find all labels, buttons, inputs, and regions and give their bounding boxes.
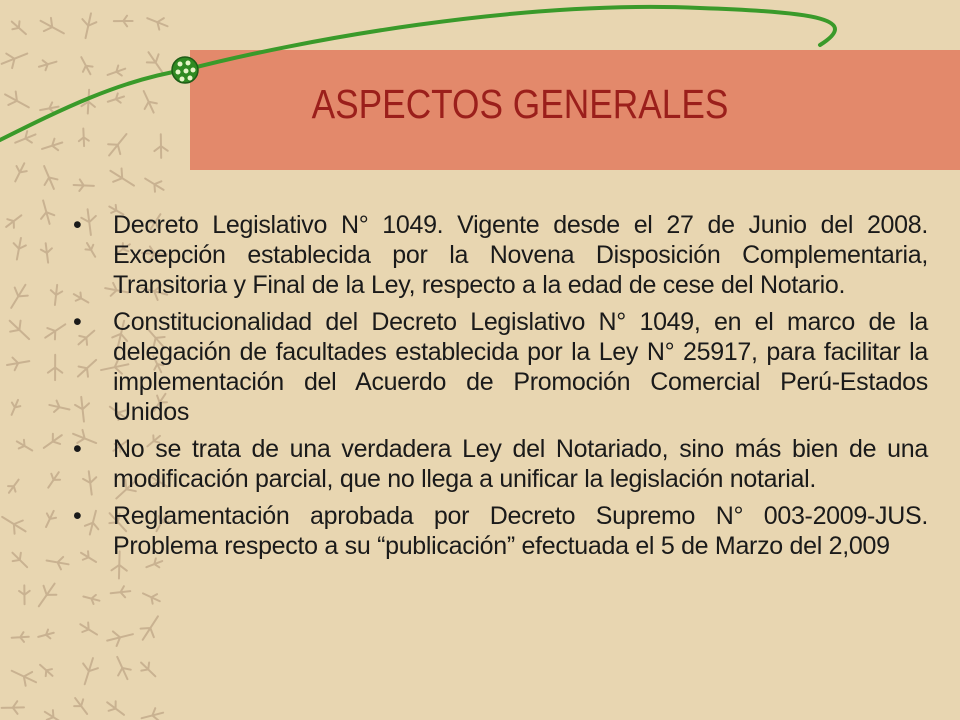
pattern-glyph bbox=[83, 595, 99, 604]
pattern-glyph bbox=[107, 701, 124, 715]
pattern-glyph bbox=[142, 708, 164, 720]
pattern-glyph bbox=[12, 400, 21, 415]
pattern-glyph bbox=[49, 401, 69, 412]
bullet-item bbox=[68, 434, 928, 494]
pattern-glyph bbox=[17, 440, 32, 451]
pattern-glyph bbox=[107, 631, 133, 646]
pattern-glyph bbox=[12, 671, 36, 686]
pattern-glyph bbox=[111, 586, 131, 597]
bullet-text: Constitucionalidad del Decreto Legislativo N° 1049, en el marco de la delegación de facultades establecida por la Ley N° 25917, para facilitar la implementación del Acuerdo de Promoción Comercial Perú-Estados Unidos bbox=[113, 308, 928, 426]
pattern-glyph bbox=[48, 355, 62, 380]
bullet-marker: • bbox=[73, 308, 82, 336]
pattern-glyph bbox=[38, 630, 54, 639]
pattern-glyph bbox=[12, 632, 29, 642]
pattern-glyph bbox=[141, 663, 155, 677]
pattern-glyph bbox=[12, 553, 27, 568]
pattern-glyph bbox=[11, 285, 28, 308]
pattern-glyph bbox=[6, 215, 21, 228]
pattern-glyph bbox=[48, 472, 60, 488]
pattern-glyph bbox=[10, 321, 29, 339]
bullet-item bbox=[68, 501, 928, 561]
pattern-glyph bbox=[45, 710, 62, 720]
pattern-glyph bbox=[143, 593, 160, 603]
pattern-glyph bbox=[8, 480, 19, 493]
bullet-marker: • bbox=[73, 435, 82, 463]
pattern-glyph bbox=[117, 657, 131, 679]
pattern-glyph bbox=[40, 665, 53, 676]
bullet-text: No se trata de una verdadera Ley del Notariado, sino más bien de una modificación parcial, que no llega a unificar la legislación notarial. bbox=[113, 435, 928, 493]
pattern-glyph bbox=[44, 434, 62, 448]
pattern-glyph bbox=[2, 701, 24, 714]
pattern-glyph bbox=[83, 658, 98, 684]
pattern-glyph bbox=[141, 616, 158, 639]
pattern-glyph bbox=[45, 324, 65, 339]
pattern-glyph bbox=[74, 698, 87, 714]
pattern-glyph bbox=[46, 511, 56, 527]
pattern-glyph bbox=[2, 517, 25, 534]
pattern-glyph bbox=[51, 285, 62, 305]
pattern-glyph bbox=[80, 623, 97, 635]
bullet-marker: • bbox=[73, 502, 82, 530]
pattern-glyph bbox=[47, 557, 69, 569]
bullet-text: Decreto Legislativo N° 1049. Vigente desde el 27 de Junio del 2008. Excepción establecida por la Novena Disposición Complementaria, Transitoria y Final de la Ley, respecto a la edad de cese del Notario. bbox=[113, 211, 928, 299]
pattern-glyph bbox=[41, 243, 52, 262]
bullet-item bbox=[68, 210, 928, 300]
bullet-marker: • bbox=[73, 211, 82, 239]
bullet-list bbox=[68, 210, 928, 568]
bullet-text: Reglamentación aprobada por Decreto Supremo N° 003-2009-JUS. Problema respecto a su “publicación” efectuada el 5 de Marzo del 2,009 bbox=[113, 502, 928, 560]
pattern-glyph bbox=[7, 358, 29, 371]
slide-title: ASPECTOS GENERALES bbox=[311, 81, 729, 127]
pattern-glyph bbox=[41, 200, 54, 223]
bullet-item bbox=[68, 307, 928, 427]
pattern-glyph bbox=[19, 585, 30, 604]
pattern-glyph bbox=[14, 238, 26, 259]
pattern-glyph bbox=[39, 584, 57, 607]
